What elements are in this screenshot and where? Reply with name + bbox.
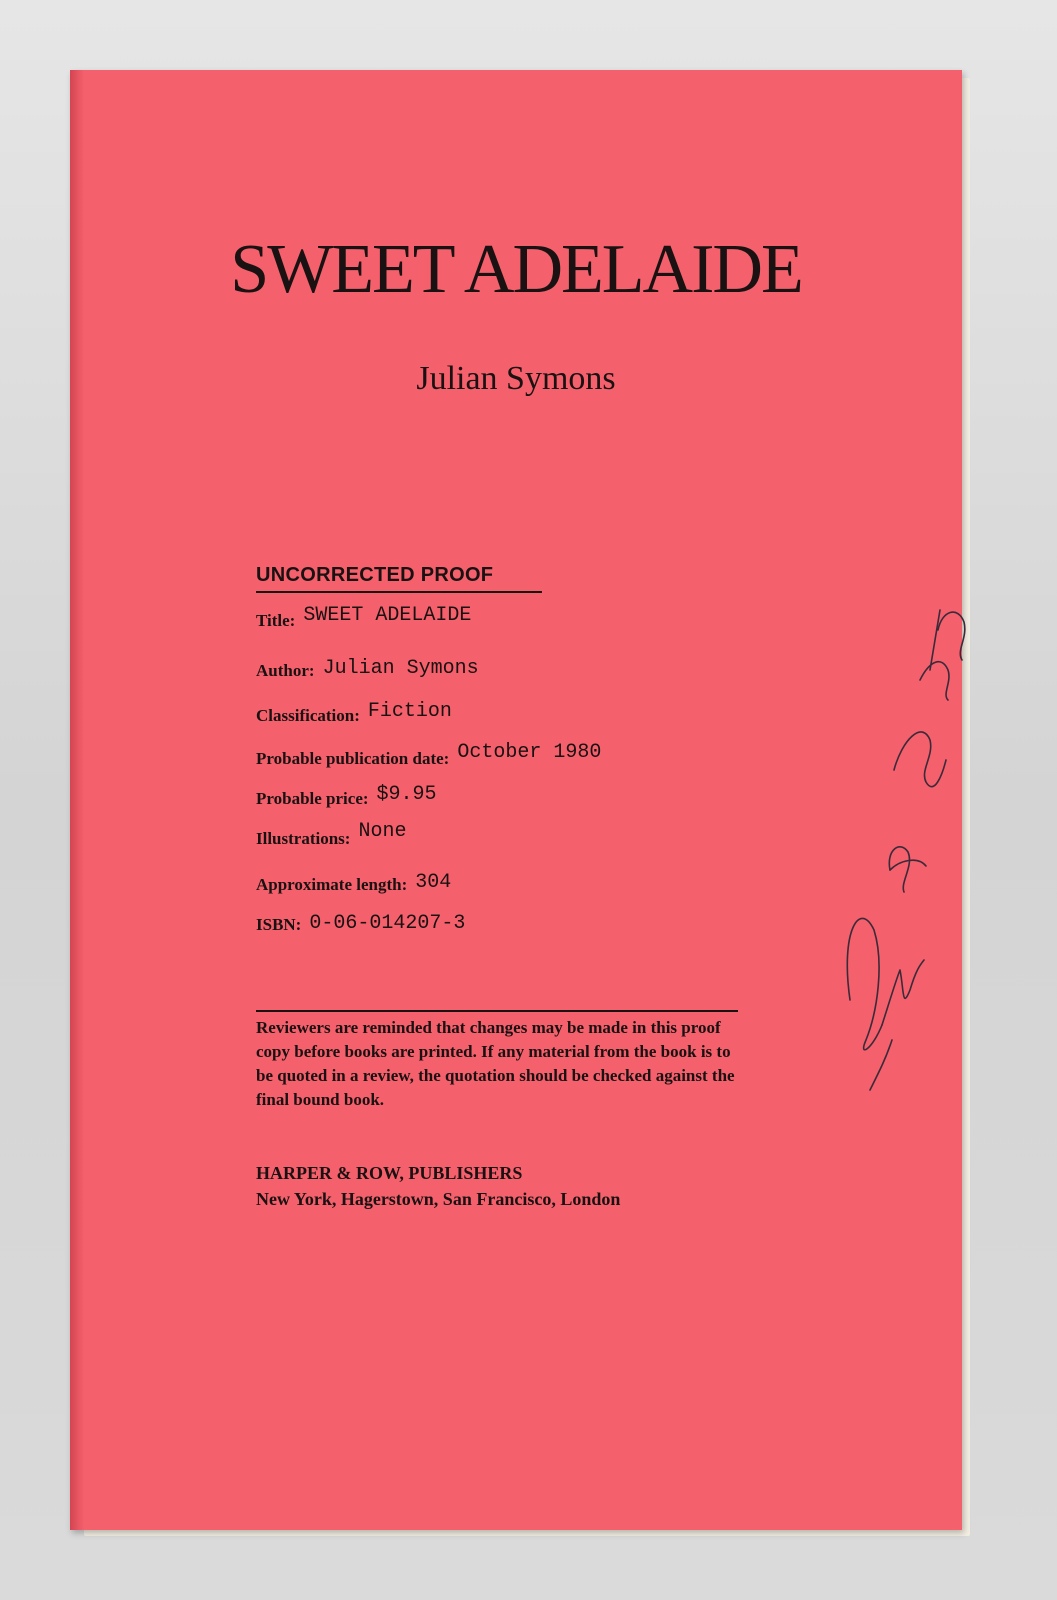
- divider: [256, 1010, 738, 1012]
- publisher-cities: New York, Hagerstown, San Francisco, London: [256, 1189, 621, 1209]
- field-label: Classification:: [256, 706, 360, 725]
- field-title: [256, 604, 472, 633]
- proof-label-block: [256, 564, 746, 1209]
- field-value: None: [358, 820, 407, 843]
- field-label: Probable publication date:: [256, 749, 450, 768]
- field-label: ISBN:: [256, 915, 302, 934]
- publisher-name: HARPER & ROW, PUBLISHERS: [256, 1163, 523, 1183]
- field-value: Julian Symons: [322, 657, 479, 680]
- field-value: $9.95: [376, 783, 437, 806]
- field-value: 304: [415, 871, 452, 894]
- field-label: Approximate length:: [256, 875, 408, 894]
- field-publication-date: [256, 741, 602, 771]
- field-label: Title:: [256, 611, 296, 630]
- book-cover: [70, 70, 962, 1530]
- field-value: Fiction: [367, 700, 452, 723]
- field-illustrations: [256, 820, 407, 851]
- field-value: SWEET ADELAIDE: [303, 604, 472, 627]
- field-label: Illustrations:: [256, 829, 351, 848]
- field-value: 0-06-014207-3: [309, 912, 466, 935]
- field-classification: [256, 700, 452, 728]
- field-label: Author:: [256, 661, 315, 680]
- reviewer-disclaimer: Reviewers are reminded that changes may be made in this proof copy before books are printed. If any material from the book is to be quoted in a review, the quotation should be checked against the final bound book.: [256, 1018, 735, 1109]
- proof-heading: UNCORRECTED PROOF: [256, 564, 542, 593]
- field-label: Probable price:: [256, 789, 369, 808]
- handwritten-signature-icon: [830, 570, 1030, 1150]
- field-value: October 1980: [457, 741, 602, 764]
- cover-title: SWEET ADELAIDE: [230, 231, 802, 308]
- field-length: [256, 871, 452, 897]
- publisher-block: [256, 1160, 776, 1212]
- field-isbn: [256, 914, 465, 937]
- field-author: [256, 657, 479, 683]
- field-price: [256, 783, 437, 811]
- cover-author: Julian Symons: [416, 360, 616, 397]
